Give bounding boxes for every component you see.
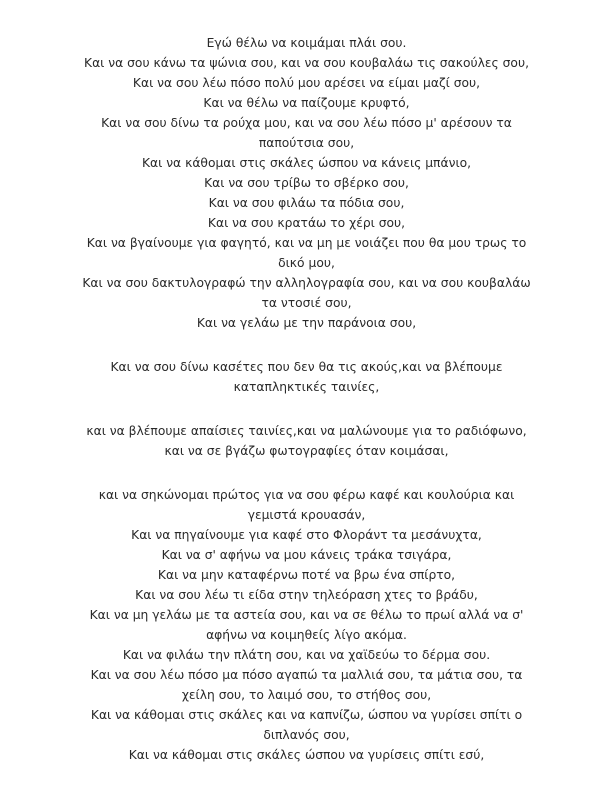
poem-line: χείλη σου, το λαιμό σου, το στήθος σου, [181, 688, 432, 702]
poem-line: Και να σου κρατάω το χέρι σου, [207, 216, 406, 230]
poem-line: Και να σου δίνω τα ρούχα μου, και να σου λέω πόσο μ' αρέσουν τα [101, 116, 512, 130]
stanza-4 [47, 485, 567, 765]
poem-line: Και να σου λέω τι είδα στην τηλεόραση χτες το βράδυ, [135, 588, 478, 602]
poem-line: και να σηκώνομαι πρώτος για να σου φέρω καφέ και κουλούρια και [98, 488, 515, 502]
poem-line: και να βλέπουμε απαίσιες ταινίες,και να μαλώνουμε για το ραδιόφωνο, [86, 424, 527, 438]
poem-line: παπούτσια σου, [258, 136, 355, 150]
poem-line: διπλανός σου, [263, 728, 350, 742]
poem-line: γεμιστά κρουασάν, [247, 508, 366, 522]
poem-line: Και να σου δίνω κασέτες που δεν θα τις ακούς,και να βλέπουμε [110, 360, 503, 374]
poem-line: Και να θέλω να παίζουμε κρυφτό, [203, 96, 410, 110]
poem-line: Και να σου κάνω τα ψώνια σου, και να σου κουβαλάω τις σακούλες σου, [84, 56, 529, 70]
poem-line: Και να βγαίνουμε για φαγητό, και να μη με νοιάζει που θα μου τρως το [86, 236, 527, 250]
poem-line: Και να μην καταφέρνω ποτέ να βρω ένα σπίρτο, [157, 568, 456, 582]
stanza-3 [47, 421, 567, 461]
poem-line: Και να κάθομαι στις σκάλες ώσπου να κάνεις μπάνιο, [141, 156, 472, 170]
poem-line: τα ντοσιέ σου, [261, 296, 352, 310]
poem-line: καταπληκτικές ταινίες, [233, 380, 380, 394]
poem-line: Και να σου λέω πόσο μα πόσο αγαπώ τα μαλλιά σου, τα μάτια σου, τα [90, 668, 523, 682]
poem-text [0, 33, 613, 765]
stanza-2 [47, 357, 567, 397]
poem-line: Και να σου λέω πόσο πολύ μου αρέσει να είμαι μαζί σου, [132, 76, 481, 90]
poem-line: Και να κάθομαι στις σκάλες ώσπου να γυρίσεις σπίτι εσύ, [128, 748, 485, 762]
poem-line: δικό μου, [278, 256, 335, 270]
poem-line: Και να γελάω με την παράνοια σου, [196, 316, 417, 330]
poem-line: Και να σ' αφήνω να μου κάνεις τράκα τσιγάρα, [161, 548, 452, 562]
stanza-break [0, 461, 613, 485]
poem-line: Και να κάθομαι στις σκάλες και να καπνίζω, ώσπου να γυρίσει σπίτι ο [90, 708, 523, 722]
poem-line: Εγώ θέλω να κοιμάμαι πλάι σου. [206, 36, 407, 50]
stanza-break [0, 333, 613, 357]
stanza-break [0, 397, 613, 421]
poem-line: Και να πηγαίνουμε για καφέ στο Φλοράντ τα μεσάνυχτα, [131, 528, 482, 542]
poem-line: Και να σου τρίβω το σβέρκο σου, [204, 176, 409, 190]
poem-line: Και να μη γελάω με τα αστεία σου, και να σε θέλω το πρωί αλλά να σ' [89, 608, 524, 622]
stanza-1 [47, 33, 567, 333]
poem-line: αφήνω να κοιμηθείς λίγο ακόμα. [206, 628, 407, 642]
poem-line: Και να φιλάω την πλάτη σου, και να χαϊδεύω το δέρμα σου. [122, 648, 491, 662]
poem-line: και να σε βγάζω φωτογραφίες όταν κοιμάσαι, [164, 444, 449, 458]
poem-line: Και να σου φιλάω τα πόδια σου, [208, 196, 405, 210]
poem-line: Και να σου δακτυλογραφώ την αλληλογραφία σου, και να σου κουβαλάω [82, 276, 531, 290]
